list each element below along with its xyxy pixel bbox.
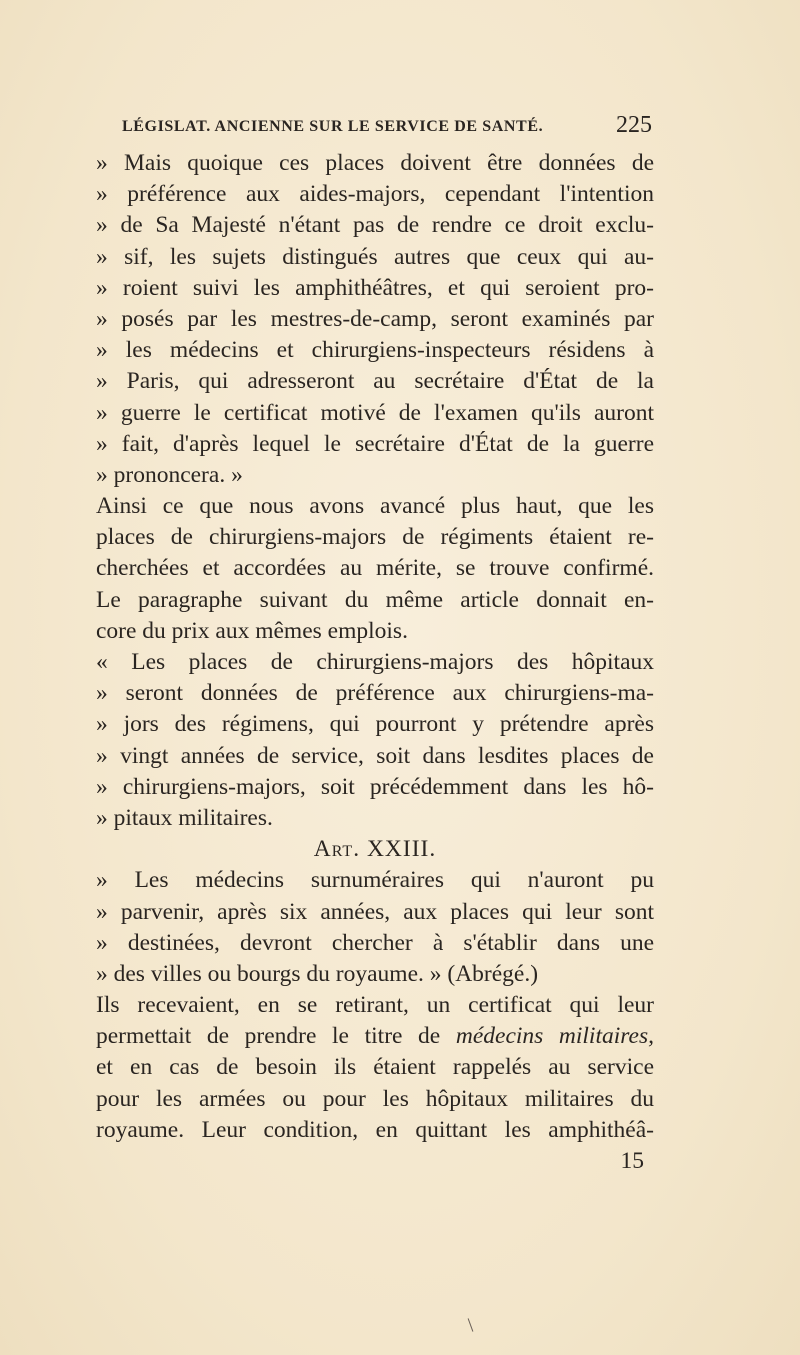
text-line: » de Sa Majesté n'étant pas de rendre ce droit exclu- [96,212,654,239]
text-line: » fait, d'après lequel le secrétaire d'État de la guerre [96,430,654,457]
text-line: » destinées, devront chercher à s'établir dans une [96,929,654,956]
text-line: » guerre le certificat motivé de l'examen qu'ils auront [96,399,654,426]
text-line: » les médecins et chirurgiens-inspecteurs résidens à [96,337,654,364]
text-line: royaume. Leur condition, en quittant les amphithéâ- [96,1116,654,1143]
text-line: » parvenir, après six années, aux places qui leur sont [96,898,654,925]
text-line: » sif, les sujets distingués autres que ceux qui au- [96,243,654,270]
text-line [96,1021,654,1052]
text-line: » des villes ou bourgs du royaume. » (Abrégé.) [96,960,539,987]
text-line: » posés par les mestres-de-camp, seront examinés par [96,305,654,332]
text-line: » jors des régimens, qui pourront y prétendre après [96,711,654,738]
text-line: » pitaux militaires. [96,804,273,831]
text-line: » prononcera. » [96,461,243,488]
stray-ink-mark [468,1318,474,1331]
text-line: « Les places de chirurgiens-majors des hôpitaux [96,649,654,675]
text-line: Ainsi ce que nous avons avancé plus haut, que les [96,493,654,520]
text-line: et en cas de besoin ils étaient rappelés au service [96,1054,654,1081]
text-line: places de chirurgiens-majors de régiments étaient re- [96,524,654,551]
signature-mark: 15 [620,1148,644,1174]
text-line: » chirurgiens-majors, soit précédemment dans les hô- [96,773,654,800]
text-line: Ils recevaient, en se retirant, un certificat qui leur [96,992,654,1019]
text-line: » Paris, qui adresseront au secrétaire d'État de la [96,368,654,395]
text-line: » préférence aux aides-majors, cependant l'intention [96,181,654,208]
page-header [122,112,652,140]
text-line: cherchées et accordées au mérite, se trouve confirmé. [96,555,654,582]
text-line: pour les armées ou pour les hôpitaux militaires du [96,1085,654,1112]
text-line: » Les médecins surnuméraires qui n'auront pu [96,867,654,894]
text-line: » roient suivi les amphithéâtres, et qui seroient pro- [96,274,654,301]
page-number: 225 [616,112,652,138]
running-title: LÉGISLAT. ANCIENNE SUR LE SERVICE DE SANTÉ. [122,118,544,135]
body-text [96,148,654,1177]
text-fragment: permettait de prendre le titre de [96,1023,441,1050]
text-line: » vingt années de service, soit dans lesdites places de [96,742,654,769]
article-heading: Art. XXIII. [313,836,437,863]
text-line: Le paragraphe suivant du même article donnait en- [96,586,654,613]
italic-term: médecins militaires, [455,1023,654,1050]
text-line: » seront données de préférence aux chirurgiens-ma- [96,680,654,707]
text-line: » Mais quoique ces places doivent être données de [96,150,654,176]
text-line: core du prix aux mêmes emplois. [96,617,408,644]
